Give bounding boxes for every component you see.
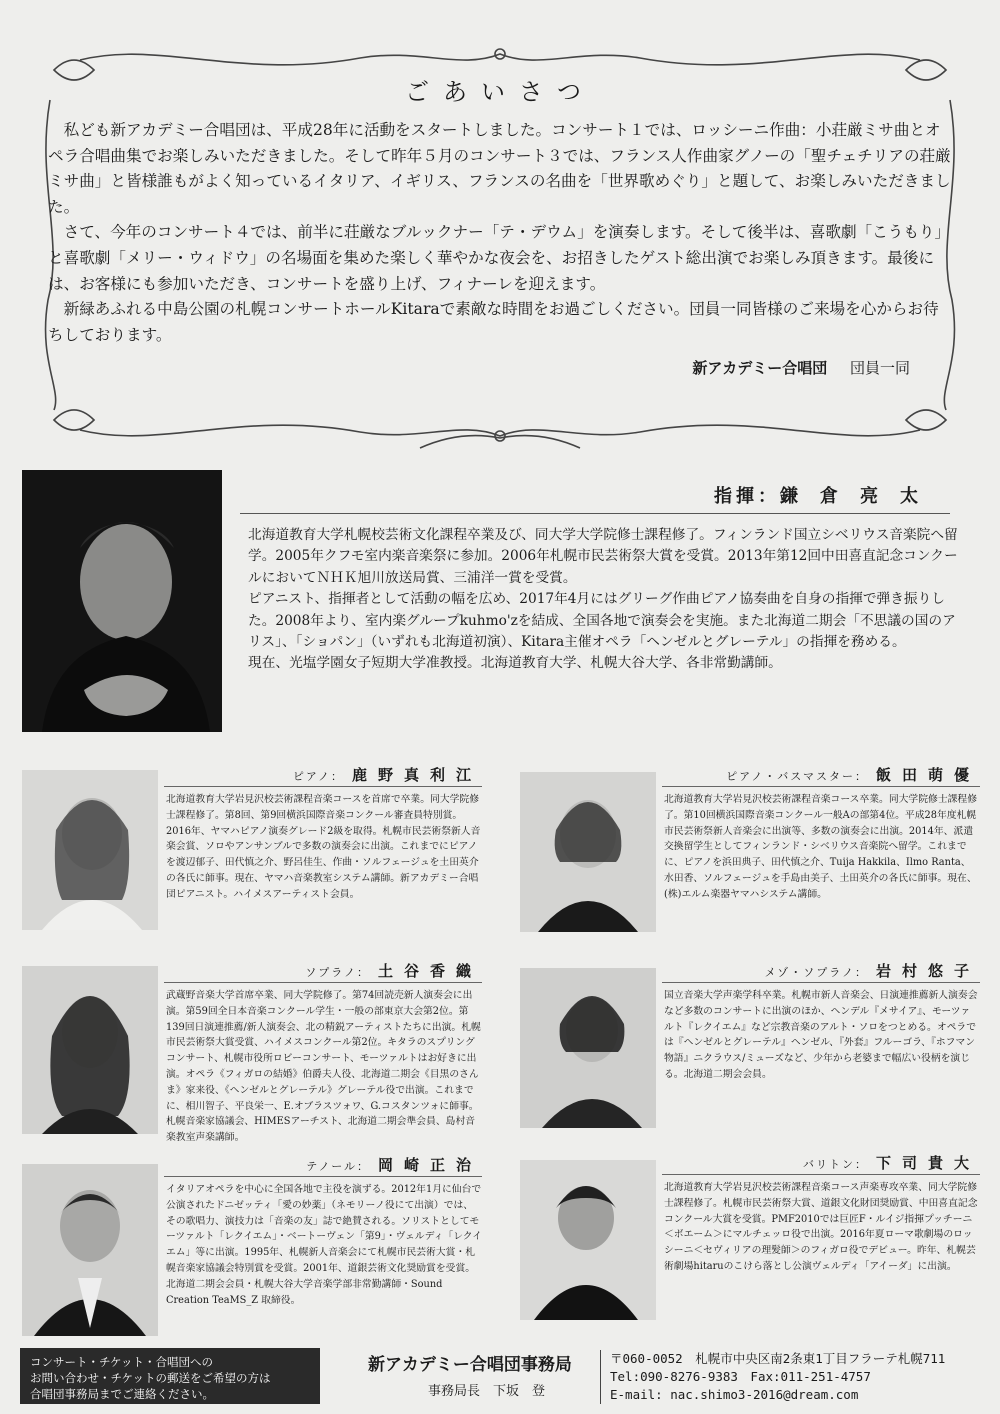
contact-notice-line-3: 合唱団事務局までご連絡ください。 [30, 1387, 214, 1401]
office-manager: 事務局長 下坂 登 [428, 1384, 546, 1399]
greeting-title: ごあいさつ [405, 78, 595, 106]
performer-divider [164, 786, 482, 787]
conductor-heading [560, 482, 940, 508]
performer-photo [520, 772, 656, 932]
conductor-bio-3: 現在、光塩学園女子短期大学准教授。北海道教育大学、札幌大谷大学、各非常勤講師。 [248, 655, 782, 672]
conductor-bio [248, 525, 958, 675]
signature-members: 団員一同 [849, 359, 910, 377]
performer-name: 下司貴大 [875, 1154, 980, 1172]
performer-heading [170, 1154, 482, 1175]
contact-info [610, 1350, 945, 1404]
performer-bio: イタリアオペラを中心に全国各地で主役を演ずる。2012年1月に仙台で公演されたドニゼッティ「愛の妙薬」（ネモリーノ役にて出演）では、その歌唱力、演技力は「音楽の友」誌で絶賛される。ソリストとしてモーツァルト「レクイエム」・ベートーヴェン「第9」・ヴェルディ「レクイエム」等に出演。1995年、札幌新人音楽会にて札幌市民芸術大賞・札幌音楽家協議会特別賞を受賞。2001年、道銀芸術文化奨励賞を受賞。北海道二期会会員・札幌大谷大学音楽学部非常勤講師・Sound Creation TeaMS_Z 取締役。 [166, 1184, 482, 1306]
performer-divider [164, 982, 482, 983]
performer-name: 岡崎正治 [377, 1156, 482, 1174]
performer-role: メゾ・ソプラノ： [764, 966, 868, 979]
performer-divider [662, 982, 980, 983]
performer-photo [22, 770, 158, 930]
performer-photo [520, 968, 656, 1128]
contact-notice-line-2: お問い合わせ・チケットの郵送をご希望の方は [30, 1371, 271, 1385]
performer-bio: 武蔵野音楽大学首席卒業、同大学院修了。第74回読売新人演奏会に出演。第59回全日本音楽コンクール学生・一般の部東京大会第2位。第139回日演連推薦/新人演奏会、北の精鋭アーティストたちに出演。札幌市民芸術祭大賞受賞、ハイメスコンクール第2位。キタラのスプリングコンサート、札幌市役所ロビーコンサート、モーツァルトはお好きに出演。オペラ《フィガロの結婚》伯爵夫人役、北海道二期会《目黒のさんま》家来役、《ヘンゼルとグレーテル》グレーテル役で出演。これまでに、相川智子、平良栄一、E.オブラスツォワ、G.コスタンツォに師事。札幌音楽家協議会、HIMESアーチスト、北海道二期会準会員、島村音楽教室声楽講師。 [166, 990, 481, 1144]
performer-photo [520, 1160, 656, 1320]
performer-divider [662, 1174, 980, 1175]
conductor-photo [22, 470, 222, 732]
conductor-name: 鎌倉亮太 [780, 486, 940, 507]
performer-role: ソプラノ： [305, 966, 370, 979]
performer-divider [164, 1176, 482, 1177]
greeting-paragraph-1: 私ども新アカデミー合唱団は、平成28年に活動をスタートしました。コンサート１では、ロッシーニ作曲：小荘厳ミサ曲とオペラ合唱曲集でお楽しみいただきました。そして昨年５月のコンサート３では、フランス人作曲家グノーの「聖チェチリアの荘厳ミサ曲」と皆様誰もがよく知っているイタリア、イギリス、フランスの名曲を「世界歌めぐり」と題して、お楽しみいただきました。 [48, 121, 951, 216]
performer-heading [668, 764, 980, 785]
performer-divider [662, 786, 980, 787]
conductor-divider [240, 513, 950, 514]
performer-role: バリトン： [802, 1158, 868, 1171]
performer-bio: 国立音楽大学声楽学科卒業。札幌市新人音楽会、日演連推薦新人演奏会など多数のコンサートに出演のほか、ヘンデル『メサイア』、モーツァルト『レクイエム』など宗教音楽のアルト・ソロをつとめる。オペラでは『ヘンゼルとグレーテル』ヘンゼル、『外套』フルーゴラ、『ホフマン物語』ニクラウス/ミューズなど、少年から老婆まで幅広い役柄を演じる。北海道二期会会員。 [664, 990, 978, 1080]
signature-org: 新アカデミー合唱団 [692, 359, 828, 377]
contact-notice-line-1: コンサート・チケット・合唱団への [30, 1355, 213, 1369]
greeting-paragraph-2: さて、今年のコンサート４では、前半に荘厳なブルックナー「テ・デウム」を演奏します。そして後半は、喜歌劇「こうもり」と喜歌劇「メリー・ウィドウ」の名場面を集めた楽しく華やかな夜会を、お招きしたゲスト総出演でお楽しみ頂きます。最後には、お客様にも参加いただき、コンサートを盛り上げ、フィナーレを迎えます。 [48, 223, 951, 293]
performer-name: 鹿野真利江 [351, 766, 482, 784]
performer-heading [668, 960, 980, 981]
performer-name: 岩村悠子 [875, 962, 980, 980]
performer-bio: 北海道教育大学岩見沢校芸術課程音楽コース声楽専攻卒業、同大学院修士課程修了。札幌市民芸術祭大賞、道銀文化財団奨励賞、中田喜直記念コンクール大賞を受賞。PMF2010では巨匠F・ルイジ指揮プッチーニ＜ボエーム＞にマルチェッロ役で出演。2016年夏ローマ歌劇場のロッシーニ＜セヴィリアの理髪師＞のフィガロ役でデビュー。昨年、札幌芸術劇場hitaruのこけら落とし公演ヴェルディ「アイーダ」に出演。 [664, 1182, 978, 1272]
greeting-signature [692, 357, 910, 378]
greeting-body [48, 118, 953, 348]
footer-divider [600, 1350, 601, 1404]
performer-heading [170, 764, 482, 785]
greeting-paragraph-3: 新緑あふれる中島公園の札幌コンサートホールKitaraで素敵な時間をお過ごしください。団員一同皆様のご来場を心からお待ちしております。 [48, 300, 939, 344]
office-phone-fax: Tel:090-8276-9383 Fax:011-251-4757 [610, 1369, 871, 1384]
conductor-role: 指揮： [714, 486, 780, 507]
performer-bio: 北海道教育大学岩見沢校芸術課程音楽コースを首席で卒業。同大学院修士課程修了。第8回、第9回横浜国際音楽コンクール審査員特別賞。2016年、ヤマハピアノ演奏グレード2級を取得。札幌市民芸術祭新人音楽会賞、ソロやアンサンブルで多数の演奏会に出演。これまでにピアノを渡辺郁子、田代慎之介、野呂佳生、作曲・ソルフェージュを土田英介の各氏に師事。現在、ヤマハ音楽教室システム講師。新アカデミー合唱団ピアニスト。ハイメスアーティスト会員。 [166, 794, 481, 900]
performer-role: テノール： [306, 1160, 370, 1173]
performer-heading [170, 960, 482, 981]
performer-photo [22, 966, 158, 1134]
office-address: 〒060-0052 札幌市中央区南2条東1丁目フラーテ札幌711 [610, 1351, 946, 1366]
performer-role: ピアノ： [292, 770, 344, 783]
performer-bio: 北海道教育大学岩見沢校芸術課程音楽コース卒業。同大学院修士課程修了。第10回横浜国際音楽コンクール一般Aの部第4位。平成28年度札幌市民芸術祭新人音楽会に出演等、多数の演奏会に出演。2014年、派遣交換留学生としてフィンランド・シベリウス音楽院へ留学。これまでに、ピアノを浜田典子、田代慎之介、Tuija Hakkila、Ilmo Ranta、水田香、ソルフェージュを手島由美子、土田英介の各氏に師事。現在、(株)エルム楽器ヤマハシステム講師。 [664, 794, 978, 900]
performer-heading [668, 1152, 980, 1173]
performer-name: 土谷香織 [377, 962, 482, 980]
conductor-bio-1: 北海道教育大学札幌校芸術文化課程卒業及び、同大学大学院修士課程修了。フィンランド国立シベリウス音楽院へ留学。2005年クフモ室内楽音楽祭に参加。2006年札幌市民芸術祭大賞を受賞。2013年第12回中田喜直記念コンクールにおいてＮＨＫ旭川放送局賞、三浦洋一賞を受賞。 [248, 527, 958, 586]
performer-role: ピアノ・バスマスター： [726, 770, 868, 783]
performer-photo [22, 1164, 158, 1336]
performer-name: 飯田萌優 [875, 766, 980, 784]
office-email[interactable]: E-mail: nac.shimo3-2016@dream.com [610, 1387, 859, 1402]
conductor-bio-2: ピアニスト、指揮者として活動の幅を広め、2017年4月にはグリーグ作曲ピアノ協奏曲を自身の指揮で弾き振りした。2008年より、室内楽グループkuhmo'zを結成、全国各地で演奏会を実施。また北海道二期会「不思議の国のアリス」、「ショパン」（いずれも北海道初演）、Kitara主催オペラ「ヘンゼルとグレーテル」の指揮を務める。 [248, 591, 956, 651]
contact-notice-box [20, 1348, 320, 1404]
office-name: 新アカデミー合唱団事務局 [368, 1355, 572, 1375]
